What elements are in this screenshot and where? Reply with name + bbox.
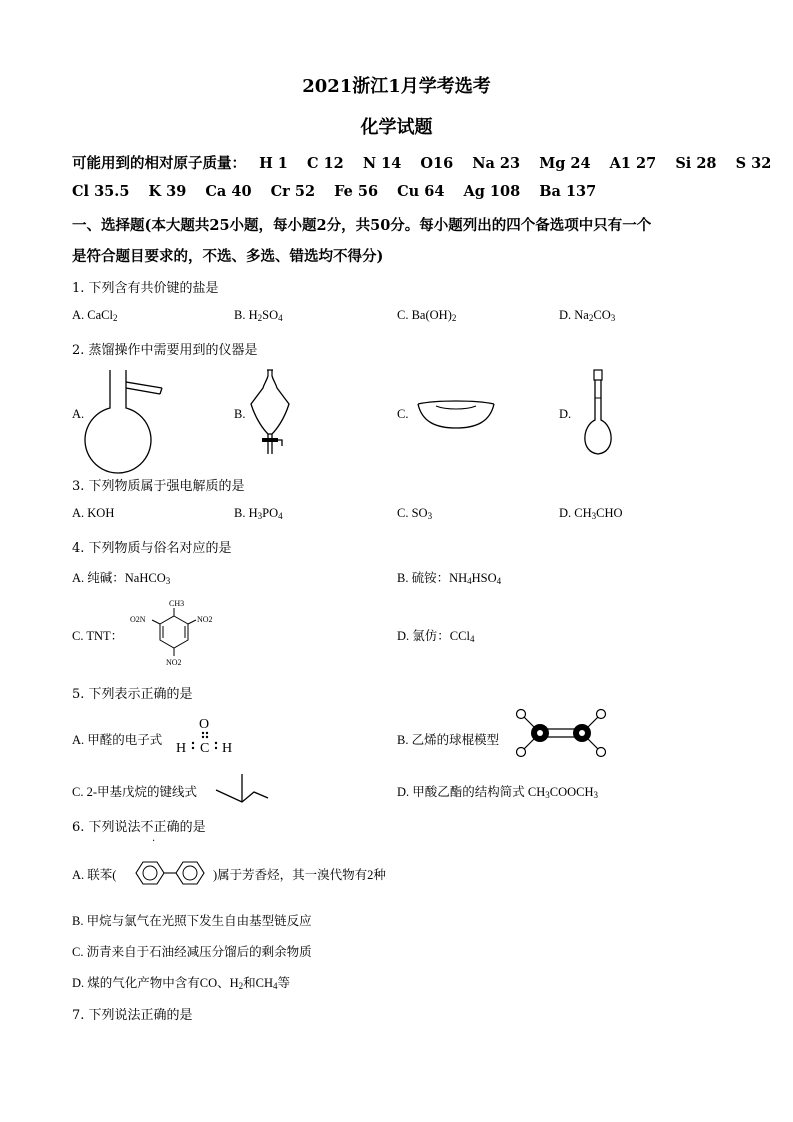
- question-2-stem: 2. 蒸馏操作中需要用到的仪器是: [72, 343, 258, 358]
- question-5-stem: 5. 下列表示正确的是: [72, 687, 193, 702]
- atomic-mass-item: Mg 24: [539, 155, 591, 172]
- atomic-mass-row-2: [72, 183, 596, 200]
- question-5-option-b: B. 乙烯的球棍模型: [397, 733, 500, 747]
- tnt-no2-right-label: NO2: [197, 615, 213, 624]
- question-5-option-a: A. 甲醛的电子式: [72, 733, 163, 747]
- question-6-stem: 6. 下列说法不正确的是: [72, 820, 206, 835]
- question-6-option-c: C. 沥青来自于石油经减压分馏后的剩余物质: [72, 945, 312, 959]
- atomic-mass-item: Na 23: [472, 155, 521, 172]
- question-4-option-d: D. 氯仿：CCl$_4$: [397, 629, 475, 644]
- question-4-option-b: B. 硫铵：$NH_4HSO_4$: [397, 571, 502, 586]
- atomic-mass-item: Ca 40: [205, 183, 252, 200]
- question-1-option-d: D. $Na_2CO_3$: [559, 308, 616, 323]
- question-2-option-b: B.: [234, 407, 246, 421]
- question-1-option-b: B. $H_2SO_4$: [234, 308, 283, 323]
- question-3-option-c: C. $SO_3$: [397, 506, 433, 521]
- question-3-option-b: B. $H_3PO_4$: [234, 506, 283, 521]
- question-4-stem: 4. 下列物质与俗名对应的是: [72, 541, 232, 556]
- atomic-mass-item: N 14: [362, 155, 402, 172]
- question-5-option-d: D. 甲酸乙酯的结构简式 $CH_3COOCH_3$: [397, 785, 599, 800]
- ethylene-ball-stick-model: [510, 706, 610, 760]
- atomic-mass-item: Cl 35.5: [72, 183, 130, 200]
- atomic-mass-item: Ba 137: [539, 183, 597, 200]
- atomic-mass-label: 可能用到的相对原子质量：: [72, 155, 246, 172]
- distillation-flask-icon: [88, 366, 168, 461]
- question-6-option-b: B. 甲烷与氯气在光照下发生自由基型链反应: [72, 914, 312, 928]
- question-5-option-c: C. 2-甲基戊烷的键线式: [72, 785, 198, 799]
- evaporating-dish-icon: [416, 398, 496, 432]
- question-6-option-a-prefix: A. 联苯(: [72, 868, 117, 882]
- volumetric-flask-icon: [576, 366, 620, 461]
- formaldehyde-electron-formula: [174, 714, 240, 758]
- tnt-structure-diagram: [128, 596, 228, 668]
- atomic-mass-item: Si 28: [675, 155, 717, 172]
- question-4-option-c: C. TNT：: [72, 629, 124, 643]
- question-3-option-d: D. $CH_3CHO$: [559, 506, 623, 521]
- question-3-option-a: A. KOH: [72, 506, 115, 520]
- question-2-option-a: A.: [72, 407, 85, 421]
- question-7-stem: 7. 下列说法正确的是: [72, 1008, 193, 1023]
- atomic-mass-item: K 39: [148, 183, 187, 200]
- question-3-stem: 3. 下列物质属于强电解质的是: [72, 479, 245, 494]
- biphenyl-structure-diagram: [130, 858, 210, 888]
- atomic-mass-item: S 32: [735, 155, 772, 172]
- formula-h1: H: [176, 741, 187, 756]
- formula-h2: H: [222, 741, 233, 756]
- question-6-option-a-suffix: )属于芳香烃，其一溴代物有2种: [213, 868, 386, 882]
- atomic-mass-item: Fe 56: [334, 183, 379, 200]
- section-heading-line-1: 一、选择题(本大题共25小题，每小题2分，共50分。每小题列出的四个备选项中只有一个: [72, 217, 652, 234]
- separatory-funnel-icon: [248, 366, 292, 461]
- question-6-option-d: D. 煤的气化产物中含有CO、$H_2$和$CH_4$等: [72, 976, 291, 991]
- question-4-option-a: A. 纯碱：NaHCO$_3$: [72, 571, 171, 586]
- tnt-ch3-label: CH3: [169, 599, 185, 608]
- formula-c: C: [200, 741, 210, 756]
- tnt-no2-bottom-label: NO2: [166, 658, 182, 667]
- page-title: 2021浙江1月学考选考: [302, 76, 491, 97]
- atomic-mass-item: Ag 108: [463, 183, 521, 200]
- section-heading-line-2: 是符合题目要求的，不选、多选、错选均不得分): [72, 248, 384, 265]
- question-1-stem: 1. 下列含有共价键的盐是: [72, 281, 219, 296]
- question-2-option-d: D.: [559, 407, 572, 421]
- page-subtitle: 化学试题: [360, 117, 433, 138]
- atomic-mass-item: Cr 52: [270, 183, 316, 200]
- question-1-option-c: C. $Ba(OH)_2$: [397, 308, 457, 323]
- methylpentane-skeletal-formula: [214, 772, 274, 804]
- atomic-mass-item: A1 27: [609, 155, 657, 172]
- atomic-mass-item: H 1: [259, 155, 288, 172]
- atomic-mass-item: O16: [420, 155, 454, 172]
- question-2-option-c: C.: [397, 407, 409, 421]
- tnt-no2-left-label: O2N: [130, 615, 146, 624]
- atomic-mass-item: Cu 64: [397, 183, 445, 200]
- atomic-mass-row-1: [72, 152, 771, 173]
- atomic-mass-item: C 12: [306, 155, 344, 172]
- formula-o: O: [199, 717, 210, 732]
- question-1-option-a: A. CaCl$_2$: [72, 308, 118, 323]
